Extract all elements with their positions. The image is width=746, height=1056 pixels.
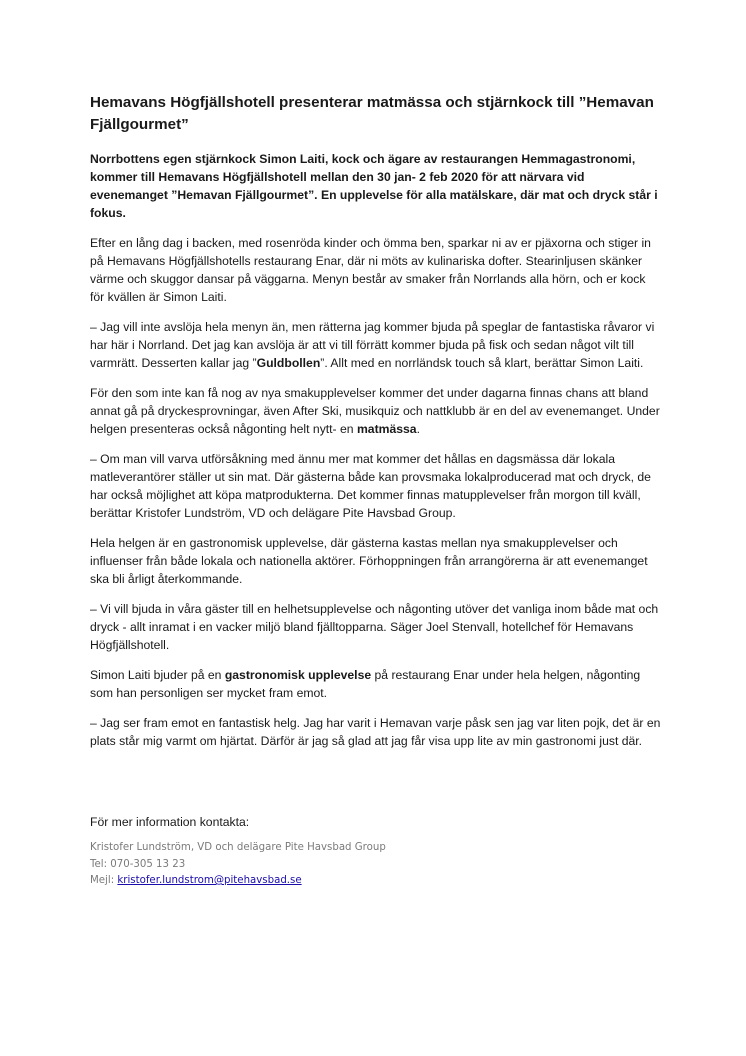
contact-mail-label: Mejl:	[90, 875, 118, 886]
page-title: Hemavans Högfjällshotell presenterar matmässa och stjärnkock till ”Hemavan Fjällgourmet”	[90, 94, 654, 133]
lead-paragraph: Norrbottens egen stjärnkock Simon Laiti, kock och ägare av restaurangen Hemmagastronomi, kommer till Hemavans Högfjällshotell mellan den 30 jan- 2 feb 2020 för att närvara vid evenemanget ”Hemavan Fjällgourmet”. En upplevelse för alla matälskare, där mat och dryck står i fokus.	[90, 152, 658, 220]
paragraph-2-bold: Guldbollen	[256, 356, 321, 370]
contact-email-link[interactable]: kristofer.lundstrom@pitehavsbad.se	[117, 875, 302, 886]
contact-phone: Tel: 070-305 13 23	[90, 858, 186, 870]
paragraph-4: – Om man vill varva utförsåkning med ännu mer mat kommer det hållas en dagsmässa där lokala matleverantörer ställer ut sin mat. Där gästerna både kan provsmaka lokalproducerad mat och dryck, de har också möjlighet att köpa matprodukterna. Det kommer finnas matupplevelser från morgon till kväll, berättar Kristofer Lundström, VD och delägare Pite Havsbad Group.	[90, 452, 651, 520]
paragraph-2-text-c: ”. Allt med en norrländsk touch så klart, berättar Simon Laiti.	[320, 356, 644, 370]
paragraph-8: – Jag ser fram emot en fantastisk helg. Jag har varit i Hemavan varje påsk sen jag var liten pojk, det är en plats står mig varmt om hjärtat. Därför är jag så glad att jag får visa upp lite av min gastronomi just där.	[90, 716, 661, 748]
paragraph-5: Hela helgen är en gastronomisk upplevelse, där gästerna kastas mellan nya smakupplevelser och influenser från både lokala och nationella aktörer. Förhoppningen från arrangörerna är att evenemanget ska bli årligt återkommande.	[90, 536, 648, 586]
paragraph-3	[90, 384, 662, 438]
paragraph-3-text-c: .	[416, 422, 420, 436]
contact-name: Kristofer Lundström, VD och delägare Pite Havsbad Group	[90, 842, 386, 853]
contact-block	[90, 840, 386, 890]
paragraph-7	[90, 666, 662, 702]
press-release	[90, 92, 662, 762]
paragraph-2	[90, 318, 662, 372]
paragraph-1: Efter en lång dag i backen, med rosenröda kinder och ömma ben, sparkar ni av er pjäxorna och stiger in på Hemavans Högfjällshotells restaurang Enar, där ni möts av kulinariska dofter. Stearinljusen skänker värme och skuggor dansar på väggarna. Menyn består av smaker från Norrlands alla hörn, och er kock för kvällen är Simon Laiti.	[90, 236, 651, 304]
paragraph-3-text-a: För den som inte kan få nog av nya smakupplevelser kommer det under dagarna finnas chans att bland annat gå på dryckesprovningar, även After Ski, musikquiz och nattklubb är en del av evenemanget. Under helgen presenteras också någonting helt nytt- en	[90, 386, 660, 436]
contact-heading: För mer information kontakta:	[90, 815, 250, 829]
paragraph-6: – Vi vill bjuda in våra gäster till en helhetsupplevelse och någonting utöver det vanliga inom både mat och dryck - allt inramat i en vacker miljö bland fjälltopparna. Säger Joel Stenvall, hotellchef för Hemavans Högfjällshotell.	[90, 602, 659, 652]
contact-mail	[90, 873, 386, 890]
paragraph-7-text-c: på restaurang Enar under hela helgen, någonting som han personligen ser mycket fram emot.	[90, 668, 641, 700]
paragraph-7-text-a: Simon Laiti bjuder på en	[90, 668, 225, 682]
paragraph-7-bold: gastronomisk upplevelse	[224, 668, 372, 682]
paragraph-2-text-a: – Jag vill inte avslöja hela menyn än, men rätterna jag kommer bjuda på speglar de fantastiska råvaror vi har här i Norrland. Det jag kan avslöja är att vi till förrätt kommer bjuda på fisk och sedan något vilt till varmrätt. Desserten kallar jag ”	[90, 320, 655, 370]
paragraph-3-bold: matmässa	[356, 422, 417, 436]
